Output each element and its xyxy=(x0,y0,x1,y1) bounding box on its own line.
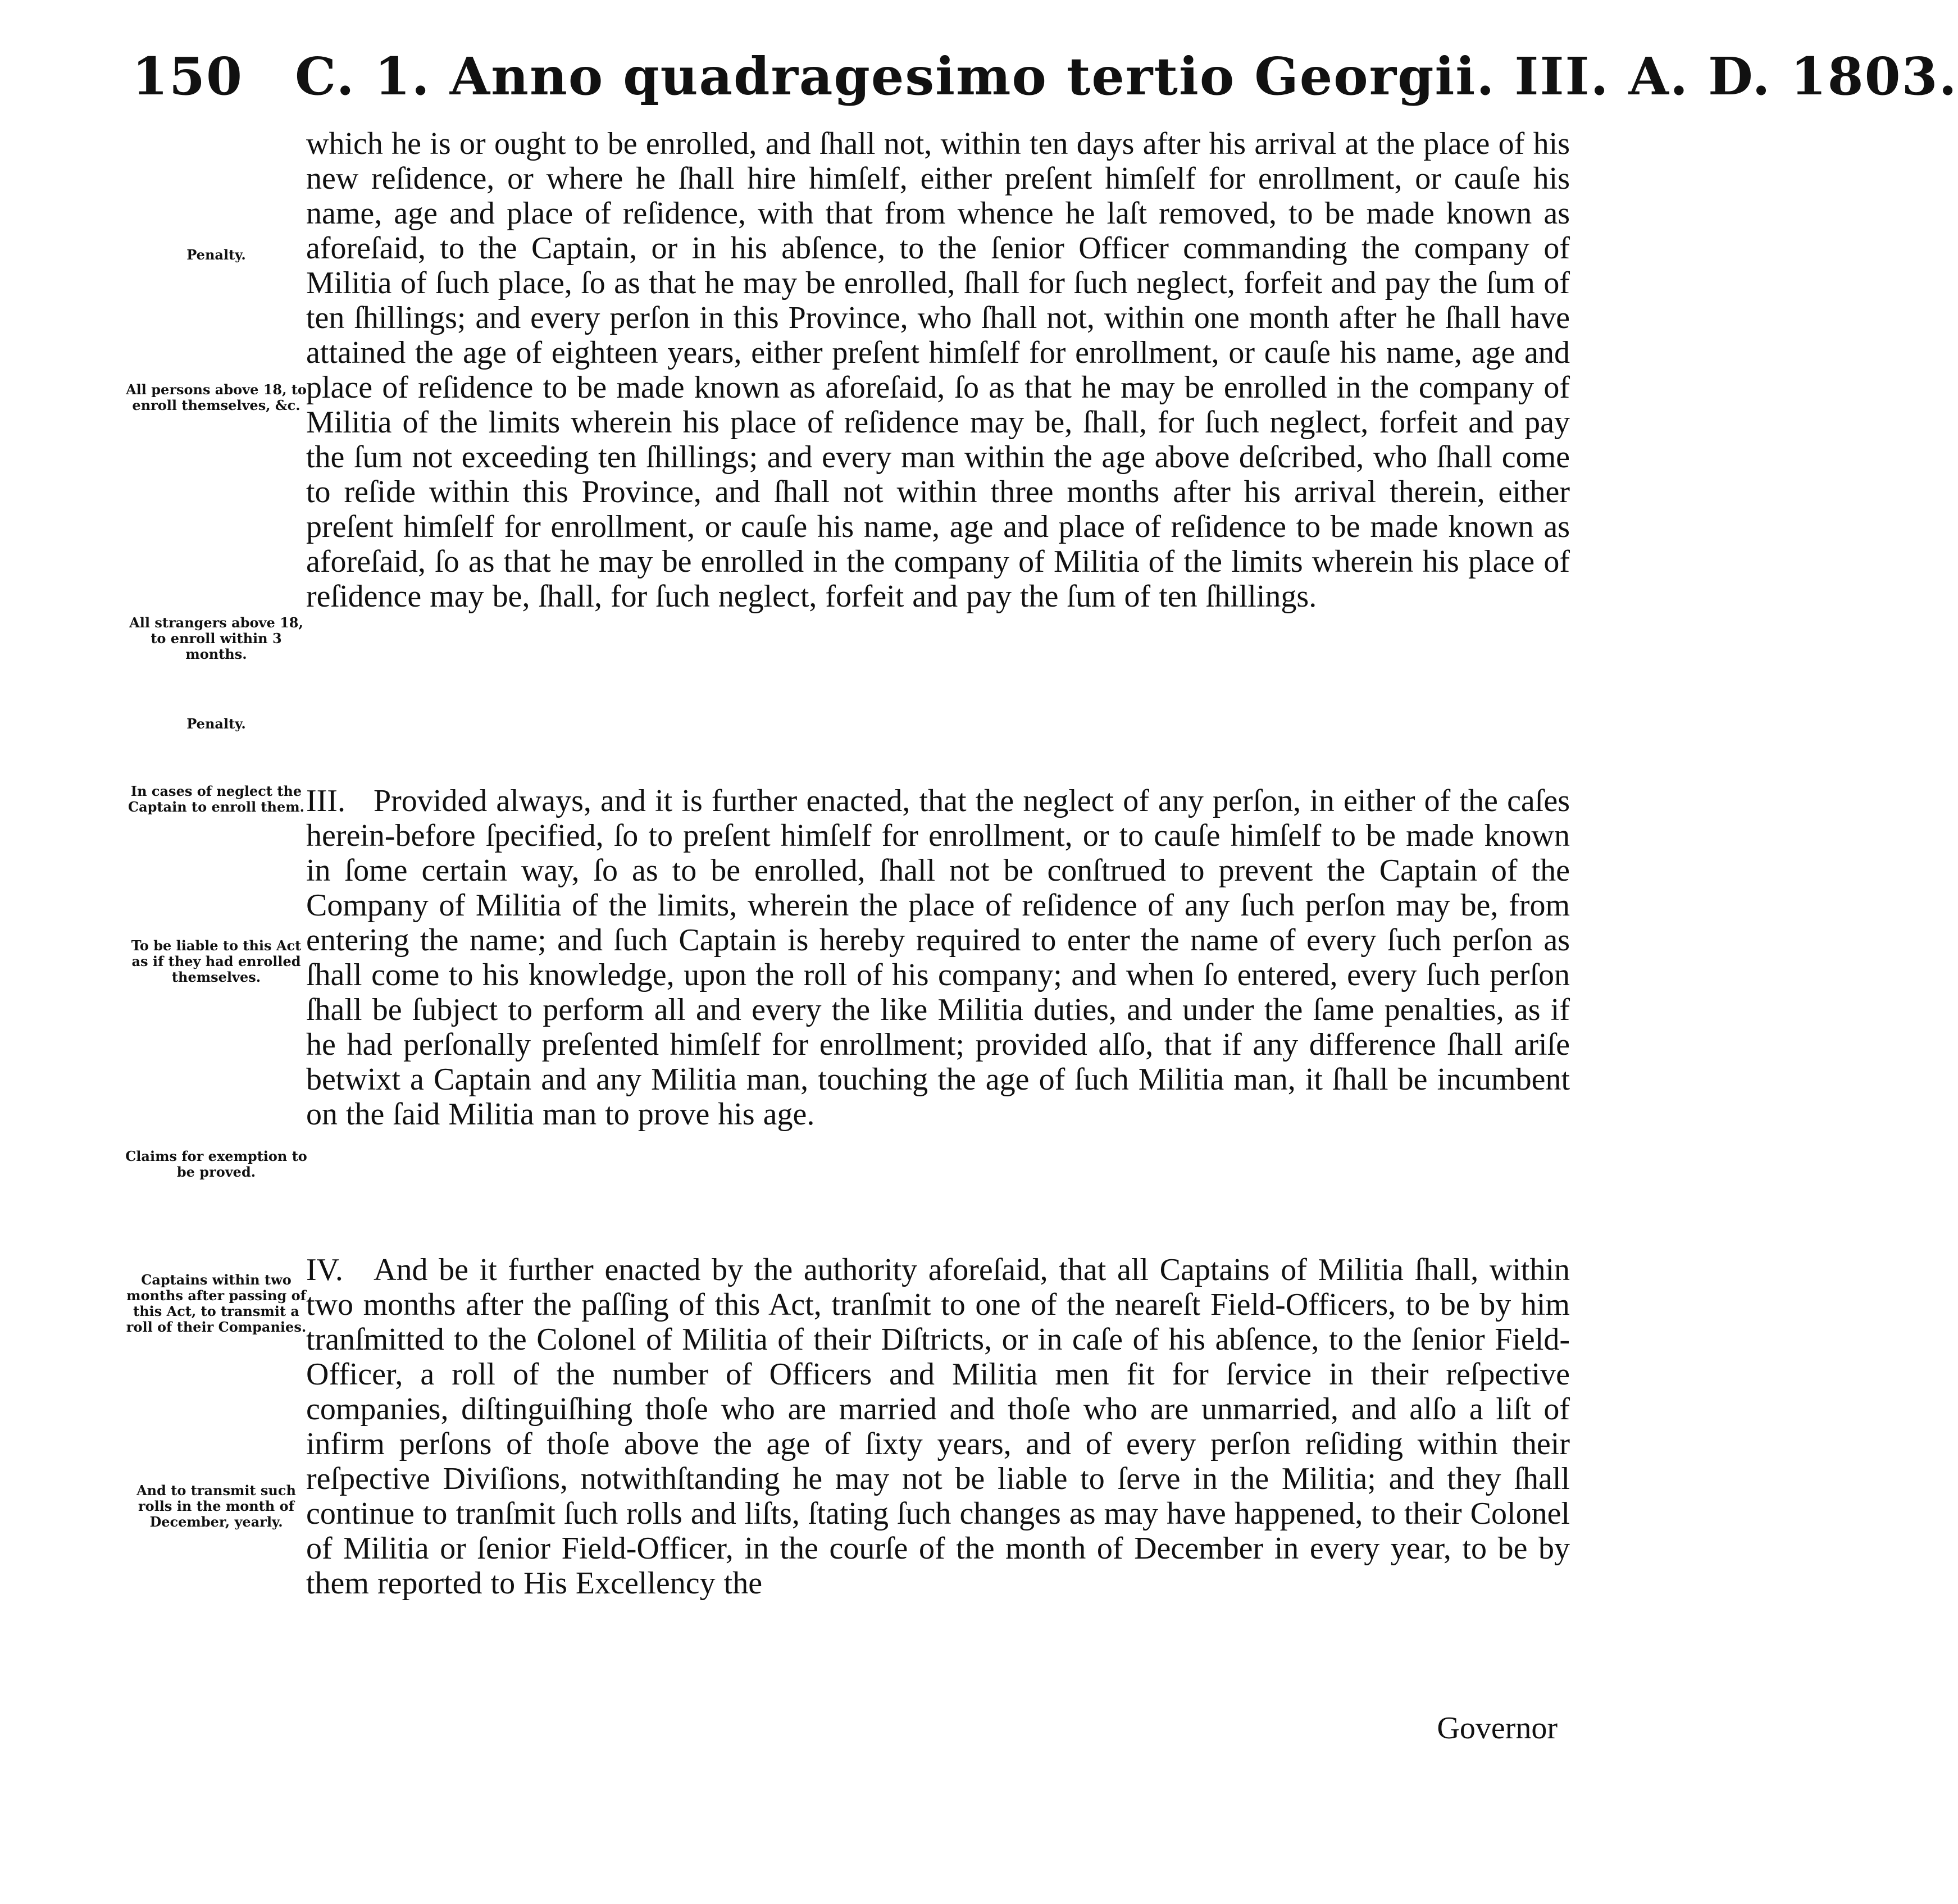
paragraph-continued xyxy=(306,126,1570,614)
margin-note-liable: To be liable to this Act as if they had enrolled themselves. xyxy=(131,937,302,985)
margin-note-december-rolls: And to transmit such rolls in the month of December, yearly. xyxy=(136,1482,296,1530)
paragraph-text: And be it further enacted by the authority aforeſaid, that all Captains of Militia ſhall, within two months after the paſſing of this Act, tranſmit to one of the neareſt Field-Officers, to be by him tranſmitted to the Colonel of Militia of their Diſtricts, or in caſe of his abſence, to the ſenior Field-Officer, a roll of the number of Officers and Militia men fit for ſervice in their reſpective companies, diſtinguiſhing thoſe who are married and thoſe who are unmarried, and alſo a liſt of infirm perſons of thoſe above the age of ſixty years, and of every perſon reſiding within their reſpective Diviſions, notwithſtanding he may not be liable to ſerve in the Militia; and they ſhall continue to tranſmit ſuch rolls and liſts, ſtating ſuch changes as may have happened, to their Colonel of Militia or ſenior Field-Officer, in the courſe of the month of December in every year, to be by them reported to His Excellency the xyxy=(306,1252,1570,1601)
page-title: C. 1. Anno quadragesimo tertio Georgii. III. A. D. 1803. xyxy=(295,46,1958,107)
paragraph-text: which he is or ought to be enrolled, and ſhall not, within ten days after his arrival at the place of his new reſidence, or where he ſhall hire himſelf, either preſent himſelf for enrollment, or cauſe his name, age and place of reſidence, with that from whence he laſt removed, to be made known as aforeſaid, to the Captain, or in his abſence, to the ſenior Officer commanding the company of Militia of ſuch place, ſo as that he may be enrolled, ſhall for ſuch neglect, forfeit and pay the ſum of ten ſhillings; and every perſon in this Province, who ſhall not, within one month after he ſhall have attained the age of eighteen years, either preſent himſelf for enrollment, or cauſe his name, age and place of reſidence to be made known as aforeſaid, ſo as that he may be enrolled in the company of Militia of the limits wherein his place of reſidence may be, ſhall, for ſuch neglect, forfeit and pay the ſum not exceeding ten ſhillings; and every man within the age above deſcribed, who ſhall come to reſide within this Province, and ſhall not within three months after his arrival therein, either preſent himſelf for enrollment, or cauſe his name, age and place of reſidence to be made known as aforeſaid, ſo as that he may be enrolled in the company of Militia of the limits wherein his place of reſidence may be, ſhall, for ſuch neglect, forfeit and pay the ſum of ten ſhillings. xyxy=(306,126,1570,614)
section-number: III. xyxy=(306,784,345,818)
page-number: 150 xyxy=(132,46,244,107)
section-number: IV. xyxy=(306,1252,343,1287)
margin-note-penalty-1: Penalty. xyxy=(186,247,246,263)
paragraph-iii xyxy=(306,784,1570,1132)
margin-note-captain-enroll: In cases of neglect the Captain to enroll them. xyxy=(128,783,304,815)
margin-note-captains-roll: Captains within two months after passing of this Act, to transmit a roll of their Companies. xyxy=(126,1272,307,1335)
catchword: Governor xyxy=(1437,1711,1558,1746)
paragraph-iv xyxy=(306,1252,1570,1601)
margin-note-persons-above-18: All persons above 18, to enroll themselves, &c. xyxy=(126,381,307,413)
margin-note-exemption: Claims for exemption to be proved. xyxy=(125,1148,307,1180)
margin-note-penalty-2: Penalty. xyxy=(186,716,246,732)
margin-note-strangers: All strangers above 18, to enroll within 3 months. xyxy=(129,614,303,662)
paragraph-text: Provided always, and it is further enacted, that the neglect of any perſon, in either of the caſes herein-before ſpecified, ſo to preſent himſelf for enrollment, or to cauſe himſelf to be made known in ſome certain way, ſo as to be enrolled, ſhall not be conſtrued to prevent the Captain of the Company of Militia of the limits, wherein the place of reſidence of any ſuch perſon may be, from entering the name; and ſuch Captain is hereby required to enter the name of every ſuch perſon as ſhall come to his knowledge, upon the roll of his company; and when ſo entered, every ſuch perſon ſhall be ſubject to perform all and every the like Militia duties, and under the ſame penalties, as if he had perſonally preſented himſelf for enrollment; provided alſo, that if any difference ſhall ariſe betwixt a Captain and any Militia man, touching the age of ſuch Militia man, it ſhall be incumbent on the ſaid Militia man to prove his age. xyxy=(306,784,1570,1132)
